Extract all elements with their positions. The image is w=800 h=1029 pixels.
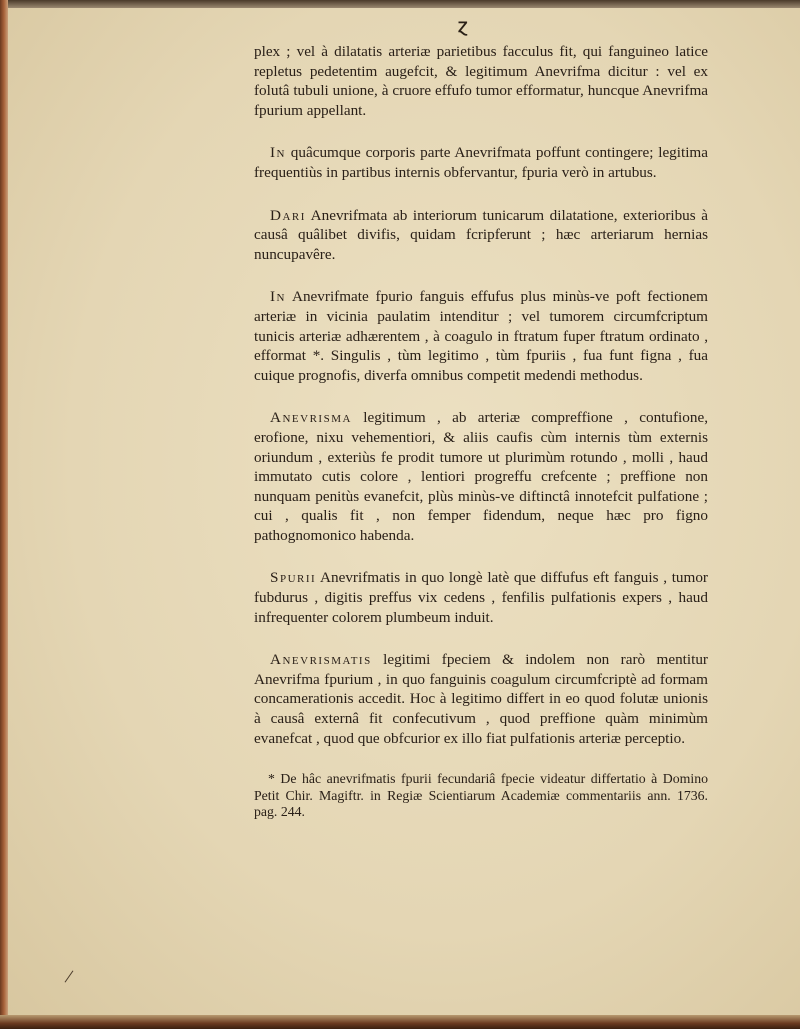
page-body-text <box>254 42 708 835</box>
paragraph-6-lead: Spurii <box>270 569 317 587</box>
book-spine-edge <box>0 0 8 1029</box>
page-top-edge <box>0 0 800 8</box>
paragraph-1-text: plex ; vel à dilatatis arteriæ parietibus facculus fit, qui fanguineo latice repletus pedetentim augefcit, & legitimum Anevrifma dicitur : vel ex folutâ tubuli unione, à cruore effufo tumor efformatur, huncque Anevrifma fpurium appellant. <box>254 43 708 119</box>
page-bottom-edge <box>0 1015 800 1029</box>
page-signature-mark: Ɀ <box>458 21 468 36</box>
paragraph-6-text: Anevrifmatis in quo longè latè que diffufus eft fanguis , tumor fubdurus , digitis preffus vix cedens , fenfilis pulfationis expers , haud infrequenter colorem plumbeum induit. <box>254 569 708 626</box>
paragraph-3 <box>254 206 708 265</box>
paragraph-3-text: Anevrifmata ab interiorum tunicarum dilatatione, exterioribus à causâ quâlibet divifis, quidam fcripferunt ; hæc arteriarum hernias nuncupavêre. <box>254 206 708 263</box>
paragraph-2-text: quâcumque corporis parte Anevrifmata poffunt contingere; legitima frequentiùs in partibus internis obfervantur, fpuria verò in artubus. <box>254 144 708 181</box>
paragraph-7-text: legitimi fpeciem & indolem non rarò mentitur Anevrifma fpurium , in quo fanguinis coagulum circumfcriptè ad formam concamerationis accedit. Hoc à legitimo differt in eo quod folutæ unionis à causâ externâ fit confecutivum , quod preffione quàm minimùm evanefcat , quod que obfcurior ex illo fiat pulfationis arteriæ perceptio. <box>254 651 708 747</box>
paragraph-4 <box>254 287 708 385</box>
paragraph-4-text: Anevrifmate fpurio fanguis effufus plus minùs-ve poft fectionem arteriæ in vicinia paulatim intenditur ; vel tumorem circumfcriptum tunicis arteriæ adhærentem , à coagulo in ftratum fuper ftratum ordinato , efformat *. Singulis , tùm legitimo , tùm fpuriis , fua funt figna , fua cuique prognofis, diverfa omnibus competit medendi methodus. <box>254 288 708 384</box>
paragraph-6 <box>254 568 708 627</box>
paragraph-1 <box>254 42 708 120</box>
paragraph-2 <box>254 143 708 182</box>
paragraph-7 <box>254 650 708 748</box>
paragraph-3-lead: Dari <box>270 206 306 224</box>
paragraph-2-lead: In <box>270 144 287 162</box>
paragraph-5-lead: Anevrisma <box>270 409 352 427</box>
paragraph-5 <box>254 408 708 545</box>
paragraph-7-lead: Anevrismatis <box>270 651 372 669</box>
paragraph-4-lead: In <box>270 288 287 306</box>
footnote: * De hâc anevrifmatis fpurii fecundariâ fpecie videatur differtatio à Domino Petit Chir. Magiftr. in Regiæ Scientiarum Academiæ commentariis ann. 1736. pag. 244. <box>254 771 708 820</box>
paragraph-5-text: legitimum , ab arteriæ compreffione , contufione, erofione, nixu vehementiori, & aliis caufis cùm internis tùm externis oriundum , exteriùs fe prodit tumore ut plurimùm rotundo , molli , haud immutato cutis colore , lentiori progreffu crefcente ; preffione non nunquam penitùs evanefcit, plùs minùs-ve diftinctâ innotefcit pulfatione ; cui , qualis fit , non femper fidendum, neque hæc pro figno pathognomonico habenda. <box>254 409 708 544</box>
